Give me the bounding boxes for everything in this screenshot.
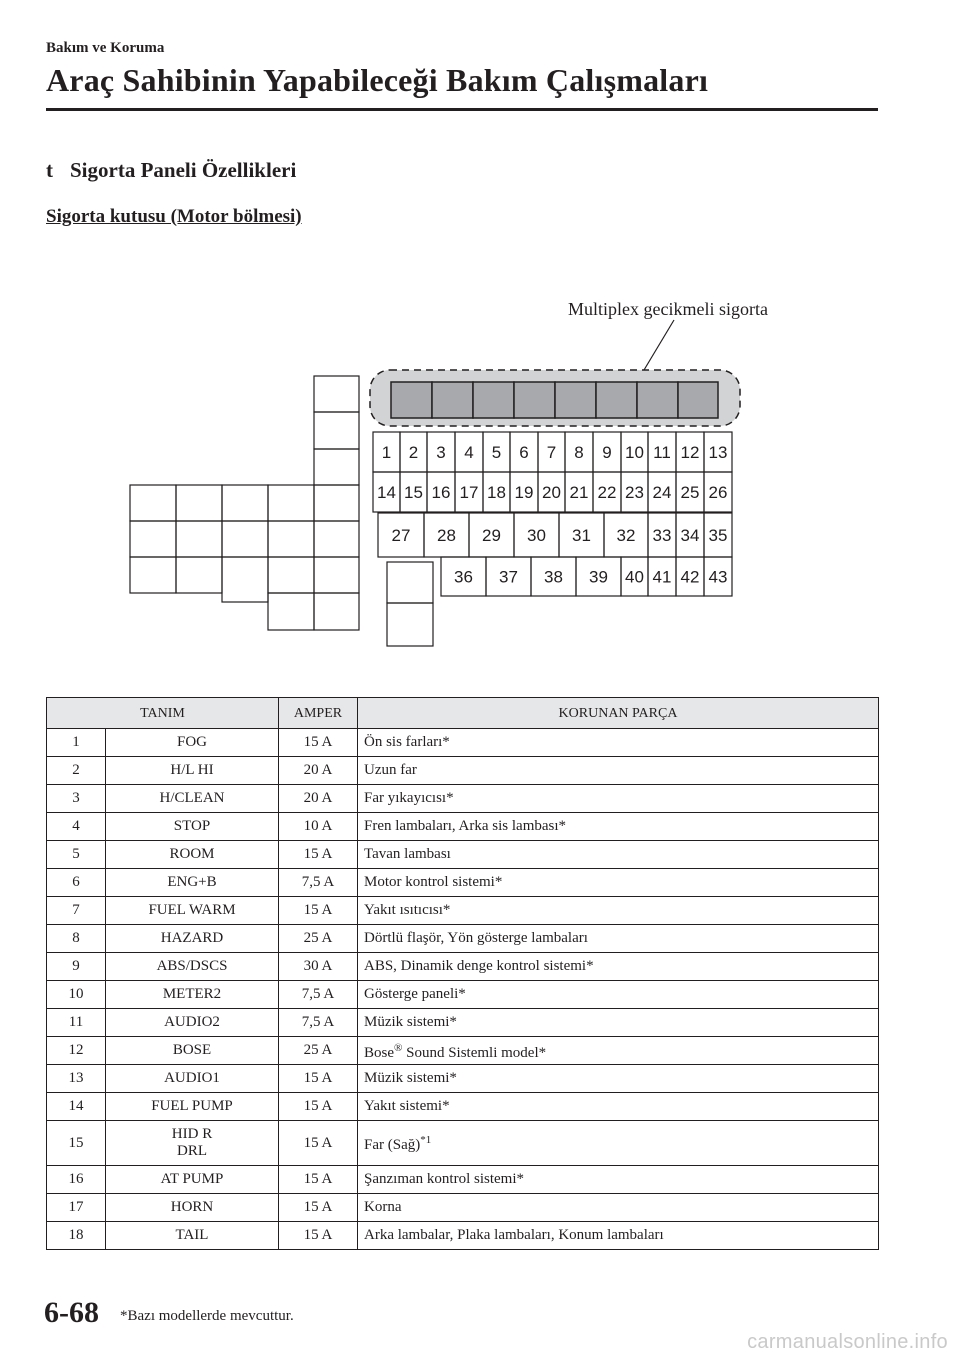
fuse-name-cell: H/CLEAN (106, 785, 279, 813)
protected-part-cell: Motor kontrol sistemi* (358, 869, 879, 897)
fuse-number-cell: 13 (47, 1065, 106, 1093)
fuse-slot-number: 9 (602, 443, 612, 462)
protected-part-cell: ABS, Dinamik denge kontrol sistemi* (358, 953, 879, 981)
table-row (47, 1093, 879, 1121)
fuse-number-cell: 15 (47, 1121, 106, 1166)
fuse-slot-number: 27 (391, 526, 411, 545)
fuse-slot-number: 22 (597, 483, 617, 502)
callout-leader (644, 320, 674, 370)
fuse-slot-number: 23 (625, 483, 644, 502)
fuse-slot-number: 3 (436, 443, 446, 462)
fuse-name-cell: BOSE (106, 1037, 279, 1065)
fuse-name-cell: FOG (106, 729, 279, 757)
col-header-name: TANIM (47, 698, 279, 729)
table-row (47, 729, 879, 757)
table-row (47, 1166, 879, 1194)
table-row (47, 1194, 879, 1222)
protected-part-cell: Şanzıman kontrol sistemi* (358, 1166, 879, 1194)
fuse-name-cell: AUDIO2 (106, 1009, 279, 1037)
superscript-mark: ® (394, 1041, 403, 1054)
protected-part-cell: Ön sis farları* (358, 729, 879, 757)
fuse-name-cell: STOP (106, 813, 279, 841)
fuse-slot-number: 11 (653, 443, 671, 462)
fuse-amp-cell: 30 A (279, 953, 358, 981)
fuse-slot-number: 41 (652, 567, 672, 587)
fuse-number-cell: 8 (47, 925, 106, 953)
protected-part-cell: Müzik sistemi* (358, 1009, 879, 1037)
fuse-amp-cell: 15 A (279, 897, 358, 925)
fuse-number-cell: 16 (47, 1166, 106, 1194)
fuse-number-cell: 17 (47, 1194, 106, 1222)
table-row (47, 897, 879, 925)
fuse-name-cell: HORN (106, 1194, 279, 1222)
fuse-number-cell: 14 (47, 1093, 106, 1121)
fuse-name-line: HID R (171, 1126, 213, 1142)
fuse-number-cell: 12 (47, 1037, 106, 1065)
col-header-part: KORUNAN PARÇA (358, 698, 879, 729)
fuse-amp-cell: 15 A (279, 1194, 358, 1222)
watermark: carmanualsonline.info (747, 1331, 948, 1353)
fuse-slot-number: 34 (680, 526, 700, 545)
fuse-slot-number: 14 (377, 483, 396, 502)
footnote: *Bazı modellerde mevcuttur. (120, 1308, 294, 1324)
protected-part-cell: Tavan lambası (358, 841, 879, 869)
fuse-number-cell: 5 (47, 841, 106, 869)
fuse-slot-number: 29 (482, 526, 501, 545)
protected-part-text: Far (Sağ) (364, 1137, 421, 1153)
fuse-amp-cell: 15 A (279, 1093, 358, 1121)
protected-part-cell (358, 1121, 879, 1166)
table-row (47, 1037, 879, 1065)
fuse-number-cell: 6 (47, 869, 106, 897)
fuse-slot-number: 7 (546, 443, 557, 462)
fuse-slot-number: 4 (464, 443, 474, 462)
fuse-name-cell: TAIL (106, 1222, 279, 1250)
fuse-number-cell: 7 (47, 897, 106, 925)
fuse-number-cell: 18 (47, 1222, 106, 1250)
table-row (47, 925, 879, 953)
col-header-amp: AMPER (279, 698, 358, 729)
fuse-slot-number: 25 (680, 483, 700, 502)
fuse-number-cell: 9 (47, 953, 106, 981)
protected-part-cell: Korna (358, 1194, 879, 1222)
table-row (47, 1121, 879, 1166)
fuse-slot-number: 38 (544, 567, 563, 587)
fuse-name-cell: FUEL WARM (106, 897, 279, 925)
protected-part-cell (358, 1037, 879, 1065)
page-number: 6-68 (44, 1296, 99, 1329)
fuse-slot-number: 2 (408, 443, 419, 462)
fuse-slot-number: 18 (487, 483, 506, 502)
fuse-name-cell: FUEL PUMP (106, 1093, 279, 1121)
fuse-number-cell: 1 (47, 729, 106, 757)
protected-part-text: Bose (364, 1044, 394, 1061)
fuse-slot-number: 26 (708, 483, 728, 502)
fuse-slot-number: 6 (519, 443, 529, 462)
protected-part-cell: Yakıt sistemi* (358, 1093, 879, 1121)
table-row (47, 953, 879, 981)
fuse-name-cell: ENG+B (106, 869, 279, 897)
fuse-number-cell: 3 (47, 785, 106, 813)
fuse-slot-number: 40 (625, 567, 644, 587)
fuse-amp-cell: 15 A (279, 1222, 358, 1250)
fuse-slot-number: 33 (652, 526, 672, 545)
fuse-slot-number: 21 (569, 483, 589, 502)
fuse-name-cell: AUDIO1 (106, 1065, 279, 1093)
fuse-amp-cell: 15 A (279, 841, 358, 869)
fuse-slot-number: 13 (708, 443, 728, 462)
subsection-title: Sigorta Paneli Özellikleri (70, 158, 297, 182)
protected-part-text: Sound Sistemli model* (402, 1044, 547, 1061)
table-row (47, 757, 879, 785)
callout-label: Multiplex gecikmeli sigorta (568, 299, 768, 319)
fuse-slot-number: 39 (589, 567, 608, 587)
fuse-slot-number: 36 (454, 567, 473, 587)
fuse-slot-number: 32 (616, 526, 636, 545)
fuse-table (46, 697, 879, 1250)
table-row (47, 1009, 879, 1037)
protected-part-cell: Yakıt ısıtıcısı* (358, 897, 879, 925)
fuse-slot-number: 5 (491, 443, 502, 462)
fuse-slot-number: 17 (459, 483, 479, 502)
fuse-amp-cell: 25 A (279, 1037, 358, 1065)
fuse-slot-number: 24 (652, 483, 672, 502)
fuse-name-line: DRL (177, 1143, 207, 1159)
table-header-row (47, 698, 879, 729)
table-row (47, 813, 879, 841)
fuse-amp-cell: 20 A (279, 785, 358, 813)
fuse-slot-number: 8 (574, 443, 584, 462)
page-title: Araç Sahibinin Yapabileceği Bakım Çalışmaları (46, 62, 709, 98)
multiplex-fuse-group (370, 299, 768, 426)
fuse-name-cell: METER2 (106, 981, 279, 1009)
fuse-slot-number: 19 (514, 483, 534, 502)
fuse-number-cell: 10 (47, 981, 106, 1009)
fuse-slot-number: 15 (404, 483, 423, 502)
fuse-box-heading: Sigorta kutusu (Motor bölmesi) (46, 206, 302, 227)
protected-part-cell: Far yıkayıcısı* (358, 785, 879, 813)
fuse-name-cell: ROOM (106, 841, 279, 869)
section-label: Bakım ve Koruma (46, 40, 165, 56)
table-row (47, 841, 879, 869)
fuse-slot-number: 43 (708, 567, 728, 587)
fuse-amp-cell: 7,5 A (279, 981, 358, 1009)
protected-part-cell: Fren lambaları, Arka sis lambası* (358, 813, 879, 841)
fuse-slot-number: 1 (381, 443, 392, 462)
fuse-slot-number: 16 (431, 483, 451, 502)
protected-part-cell: Dörtlü flaşör, Yön gösterge lambaları (358, 925, 879, 953)
superscript-mark: *1 (420, 1134, 432, 1146)
fuse-name-cell: AT PUMP (106, 1166, 279, 1194)
fuse-slot-number: 37 (499, 567, 518, 587)
fuse-slot-number: 31 (572, 526, 591, 545)
table-row (47, 869, 879, 897)
table-row (47, 1065, 879, 1093)
fuse-slot-number: 10 (625, 443, 644, 462)
subsection-bullet: t (46, 158, 53, 182)
table-row (47, 785, 879, 813)
fuse-slot-number: 12 (680, 443, 700, 462)
protected-part-cell: Arka lambalar, Plaka lambaları, Konum lambaları (358, 1222, 879, 1250)
fuse-labels (377, 443, 727, 587)
fuse-amp-cell: 15 A (279, 1065, 358, 1093)
fuse-amp-cell: 7,5 A (279, 869, 358, 897)
protected-part-cell: Müzik sistemi* (358, 1065, 879, 1093)
fuse-slot-number: 35 (708, 526, 728, 545)
fuse-amp-cell: 25 A (279, 925, 358, 953)
fuse-name-cell: ABS/DSCS (106, 953, 279, 981)
fuse-slot-number: 42 (680, 567, 700, 587)
fuse-amp-cell: 15 A (279, 1121, 358, 1166)
fuse-amp-cell: 7,5 A (279, 1009, 358, 1037)
fuse-name-cell (106, 1121, 279, 1166)
fuse-name-cell: HAZARD (106, 925, 279, 953)
fuse-number-cell: 4 (47, 813, 106, 841)
fuse-number-cell: 11 (47, 1009, 106, 1037)
fuse-amp-cell: 10 A (279, 813, 358, 841)
fuse-name-cell: H/L HI (106, 757, 279, 785)
fuse-slot-number: 28 (437, 526, 456, 545)
fuse-number-cell: 2 (47, 757, 106, 785)
table-row (47, 1222, 879, 1250)
table-row (47, 981, 879, 1009)
protected-part-cell: Gösterge paneli* (358, 981, 879, 1009)
fuse-amp-cell: 20 A (279, 757, 358, 785)
fuse-amp-cell: 15 A (279, 729, 358, 757)
protected-part-cell: Uzun far (358, 757, 879, 785)
fuse-slot-number: 30 (527, 526, 546, 545)
fuse-slot-number: 20 (542, 483, 561, 502)
fuse-amp-cell: 15 A (279, 1166, 358, 1194)
